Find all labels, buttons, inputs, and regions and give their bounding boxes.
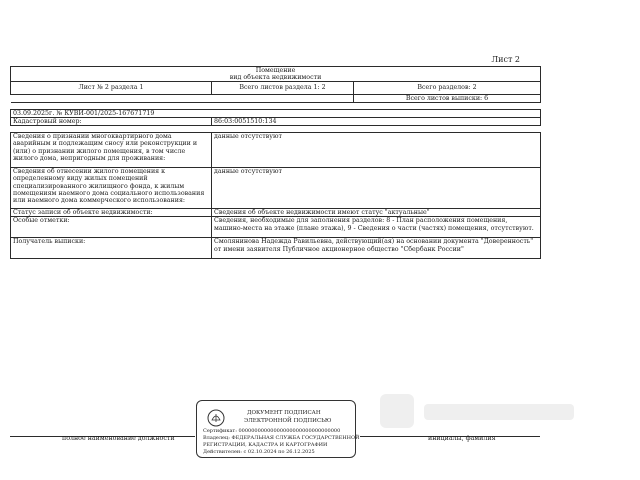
date-number-row bbox=[11, 109, 541, 117]
sheet-info-row-2 bbox=[11, 94, 541, 102]
info-row bbox=[11, 238, 541, 259]
info-label: Особые отметки: bbox=[11, 217, 212, 238]
date-number: 03.09.2025г. № КУВИ-001/2025-167671719 bbox=[11, 109, 541, 117]
info-value: данные отсутствуют bbox=[212, 168, 541, 209]
cadastral-value: 86:03:0051510:134 bbox=[212, 118, 541, 126]
info-value: данные отсутствуют bbox=[212, 133, 541, 168]
stamp-title-1: ДОКУМЕНТ ПОДПИСАН bbox=[247, 410, 321, 416]
stamp-cert: Сертификат: 00000000000000000000000000000000 bbox=[203, 428, 341, 434]
info-label: Статус записи об объекте недвижимости: bbox=[11, 209, 212, 217]
stamp-title-2: ЭЛЕКТРОННОЙ ПОДПИСЬЮ bbox=[244, 418, 332, 424]
info-label: Получатель выписки: bbox=[11, 238, 212, 259]
info-row bbox=[11, 168, 541, 209]
info-label: Сведения об отнесении жилого помещения к определенному виду жилых помещений специализированного жилищного фонда, к жилым помещениям наемного дома социального использования или наемного дома коммерческого использования: bbox=[11, 168, 212, 209]
object-title bbox=[11, 67, 541, 82]
sheets-in-section: Всего листов раздела 1: 2 bbox=[212, 82, 354, 94]
e-signature-stamp bbox=[196, 400, 360, 458]
info-row bbox=[11, 209, 541, 217]
cadastral-label: Кадастровый номер: bbox=[11, 118, 212, 126]
object-title-row bbox=[11, 67, 541, 82]
cadastral-row bbox=[11, 118, 541, 126]
info-label: Сведения о признании многоквартирного дома аварийным и подлежащим сносу или реконструкции и (или) о признании жилого помещения, в том числе жилого дома, непригодным для проживания: bbox=[11, 133, 212, 168]
extract-table bbox=[10, 66, 541, 259]
emblem-icon bbox=[206, 408, 226, 428]
name-caption: инициалы, фамилия bbox=[428, 435, 496, 442]
info-value: Смолянинова Надежда Равильевна, действующий(ая) на основании документа "Доверенность" от имени заявителя Публичное акционерное общество "Сбербанк России" bbox=[212, 238, 541, 259]
info-value: Сведения об объекте недвижимости имеют статус "актуальные" bbox=[212, 209, 541, 217]
sheet-section: Лист № 2 раздела 1 bbox=[11, 82, 212, 94]
info-row bbox=[11, 133, 541, 168]
position-caption: полное наименование должности bbox=[62, 435, 175, 442]
object-name: Помещение bbox=[255, 67, 296, 74]
stamp-valid: Действителен: с 02.10.2024 по 26.12.2025 bbox=[203, 449, 315, 455]
sections-total: Всего разделов: 2 bbox=[354, 82, 541, 94]
info-row bbox=[11, 217, 541, 238]
sheet-number: Лист 2 bbox=[491, 55, 520, 64]
info-value: Сведения, необходимые для заполнения разделов: 8 - План расположения помещения, машино-места на этаже (плане этажа), 9 - Сведения о части (частях) помещения, отсутствуют. bbox=[212, 217, 541, 238]
sheets-total: Всего листов выписки: 6 bbox=[354, 94, 541, 102]
stamp-owner: Владелец: ФЕДЕРАЛЬНАЯ СЛУЖБА ГОСУДАРСТВЕННОЙ bbox=[203, 435, 360, 441]
sheet-info-row bbox=[11, 82, 541, 94]
watermark-logo bbox=[380, 386, 580, 436]
stamp-owner-2: РЕГИСТРАЦИИ, КАДАСТРА И КАРТОГРАФИИ bbox=[203, 442, 328, 448]
object-subtitle: вид объекта недвижимости bbox=[229, 74, 322, 82]
